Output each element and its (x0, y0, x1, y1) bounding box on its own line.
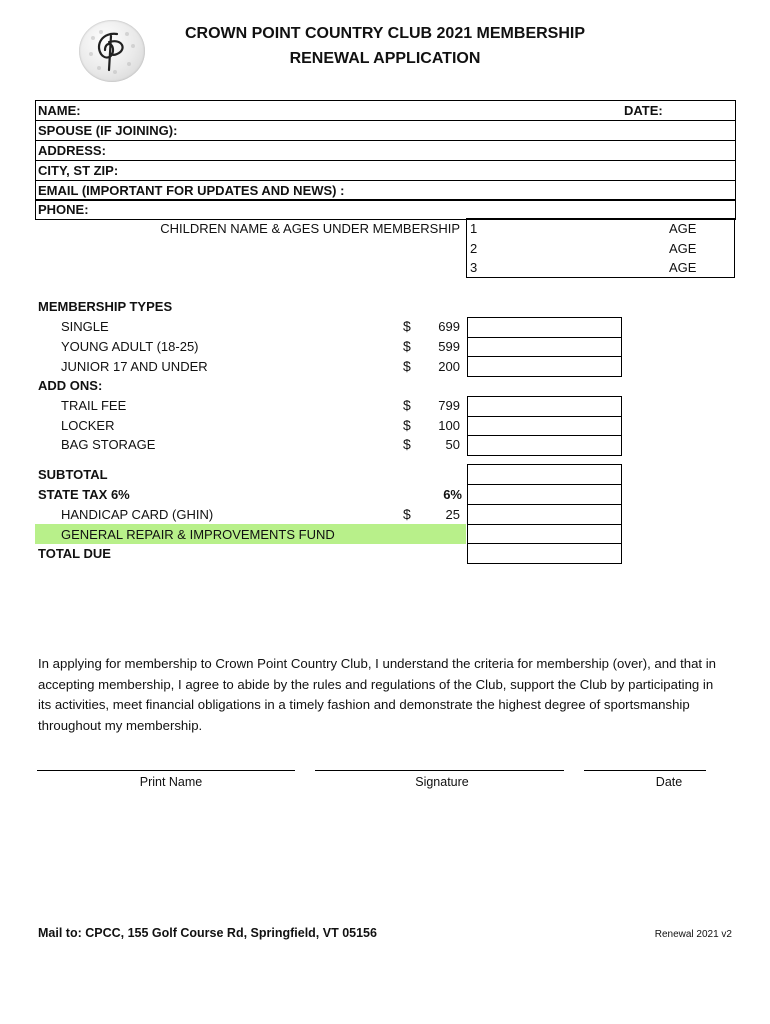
address-field[interactable] (35, 140, 736, 161)
child-number: 2 (470, 240, 478, 256)
addon-item-price: 50 (445, 437, 460, 452)
form-title-line2: RENEWAL APPLICATION (289, 50, 481, 67)
form-version: Renewal 2021 v2 (654, 929, 732, 940)
golf-ball-cp-monogram-icon (79, 20, 145, 82)
state-tax-rate: 6% (443, 487, 462, 502)
addon-item-label: BAG STORAGE (61, 437, 156, 452)
currency-symbol: $ (403, 358, 411, 374)
handicap-label: HANDICAP CARD (GHIN) (61, 507, 214, 522)
child-row[interactable] (467, 258, 734, 278)
membership-item-label: JUNIOR 17 AND UNDER (61, 359, 208, 374)
spouse-label: SPOUSE (IF JOINING): (38, 123, 178, 138)
name-label: NAME: (38, 103, 81, 118)
currency-symbol: $ (403, 338, 411, 354)
membership-item-price: 200 (438, 359, 460, 374)
membership-entry-box[interactable] (467, 317, 622, 377)
child-number: 1 (470, 221, 478, 236)
totals-entry-box[interactable] (467, 464, 622, 564)
child-age-label: AGE (669, 221, 697, 236)
addon-item-label: LOCKER (61, 418, 115, 433)
currency-symbol: $ (403, 417, 411, 433)
club-logo (79, 20, 145, 82)
email-label: EMAIL (IMPORTANT FOR UPDATES AND NEWS) : (38, 183, 345, 198)
print-name-label: Print Name (139, 775, 203, 789)
currency-symbol: $ (403, 506, 411, 522)
child-row[interactable] (467, 219, 734, 239)
child-number: 3 (470, 260, 478, 275)
address-label: ADDRESS: (38, 143, 106, 158)
state-tax-label: STATE TAX 6% (38, 487, 130, 502)
city-field[interactable] (35, 160, 736, 181)
email-field[interactable] (35, 180, 736, 201)
date-line[interactable] (584, 770, 706, 771)
date-sig-label: Date (655, 775, 683, 789)
child-row[interactable] (467, 239, 734, 259)
membership-item-price: 599 (438, 339, 460, 354)
membership-item-price: 699 (438, 319, 460, 334)
handicap-price: 25 (445, 507, 460, 522)
addon-item-price: 100 (438, 418, 460, 433)
signature-line[interactable] (315, 770, 564, 771)
phone-field[interactable] (35, 199, 736, 220)
child-age-label: AGE (669, 260, 697, 275)
date-label: DATE: (624, 103, 663, 118)
total-due-label: TOTAL DUE (38, 546, 111, 561)
addons-heading: ADD ONS: (38, 378, 103, 393)
addon-item-price: 799 (438, 398, 460, 413)
currency-symbol: $ (403, 436, 411, 452)
mailing-address: Mail to: CPCC, 155 Golf Course Rd, Springfield, VT 05156 (38, 926, 377, 940)
print-name-line[interactable] (37, 770, 295, 771)
child-age-label: AGE (669, 240, 697, 256)
currency-symbol: $ (403, 318, 411, 334)
membership-item-label: SINGLE (61, 319, 109, 334)
form-title-line1: CROWN POINT COUNTRY CLUB 2021 MEMBERSHIP (184, 25, 586, 42)
addon-item-label: TRAIL FEE (61, 398, 127, 413)
signature-label: Signature (415, 775, 469, 789)
name-field[interactable] (35, 100, 736, 121)
city-label: CITY, ST ZIP: (38, 163, 119, 178)
addons-entry-box[interactable] (467, 396, 622, 456)
children-table[interactable] (466, 218, 735, 278)
agreement-text: In applying for membership to Crown Point Country Club, I understand the criteria for membership (over), and that in accepting membership, I agree to abide by the rules and regulations of the Club, support the Club by participating in its activities, meet financial obligations in a timely fashion and demonstrate the highest degree of sportsmanship throughout my membership. (38, 656, 717, 733)
subtotal-label: SUBTOTAL (38, 467, 108, 482)
repair-fund-label: GENERAL REPAIR & IMPROVEMENTS FUND (61, 527, 335, 542)
phone-label: PHONE: (38, 202, 89, 217)
membership-heading: MEMBERSHIP TYPES (38, 299, 173, 314)
membership-item-label: YOUNG ADULT (18-25) (61, 339, 199, 354)
currency-symbol: $ (403, 397, 411, 413)
children-label: CHILDREN NAME & AGES UNDER MEMBERSHIP (160, 221, 460, 236)
spouse-field[interactable] (35, 120, 736, 141)
